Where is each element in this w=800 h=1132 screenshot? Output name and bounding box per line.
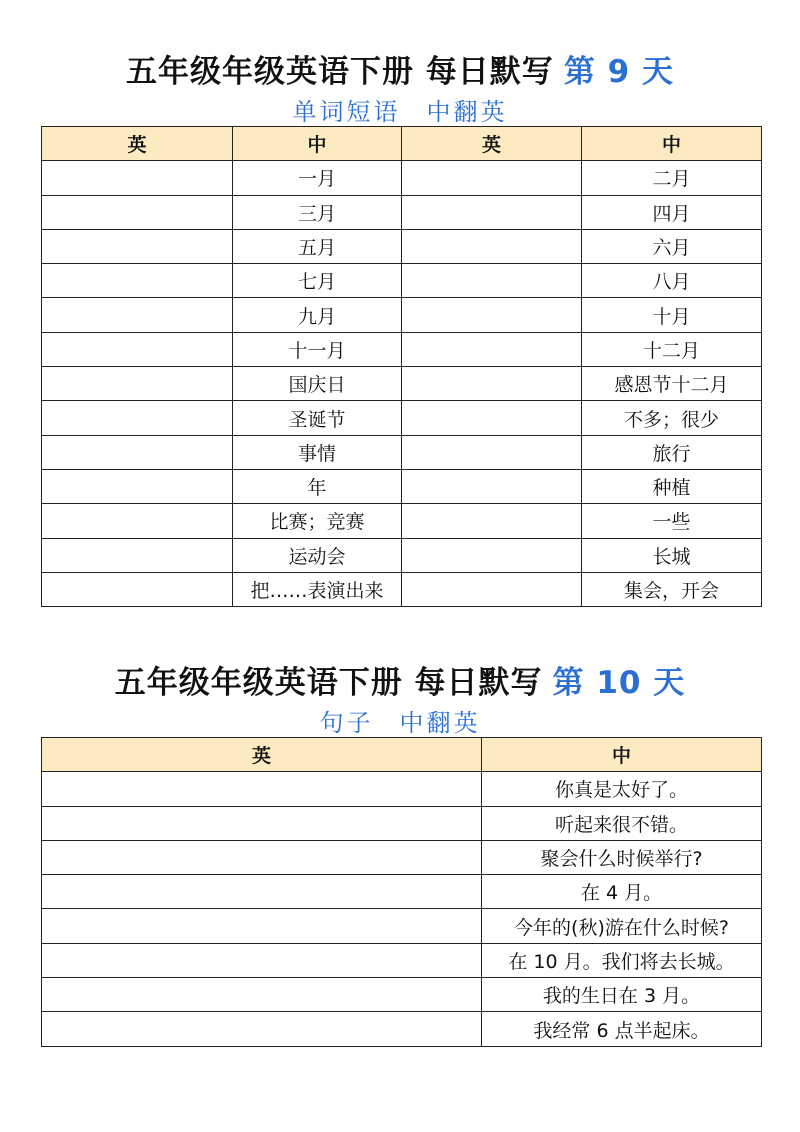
answer-cell-english[interactable] bbox=[42, 298, 233, 332]
answer-cell-english[interactable] bbox=[402, 298, 582, 332]
vocabulary-table bbox=[41, 126, 762, 607]
table-row bbox=[42, 840, 762, 874]
answer-cell-english[interactable] bbox=[402, 538, 582, 572]
cell-chinese: 我经常 6 点半起床。 bbox=[482, 1012, 762, 1046]
cell-chinese: 感恩节十二月 bbox=[582, 367, 762, 401]
table-row bbox=[42, 538, 762, 572]
cell-chinese: 十二月 bbox=[582, 332, 762, 366]
table-row bbox=[42, 469, 762, 503]
answer-cell-english[interactable] bbox=[42, 161, 233, 195]
header-chinese: 中 bbox=[233, 127, 402, 161]
cell-chinese: 圣诞节 bbox=[233, 401, 402, 435]
header-english: 英 bbox=[402, 127, 582, 161]
answer-cell-english[interactable] bbox=[402, 195, 582, 229]
answer-cell-english[interactable] bbox=[42, 909, 482, 943]
cell-chinese: 听起来很不错。 bbox=[482, 806, 762, 840]
answer-cell-english[interactable] bbox=[42, 978, 482, 1012]
answer-cell-english[interactable] bbox=[402, 401, 582, 435]
cell-chinese: 二月 bbox=[582, 161, 762, 195]
answer-cell-english[interactable] bbox=[42, 435, 233, 469]
cell-chinese: 长城 bbox=[582, 538, 762, 572]
table-row bbox=[42, 161, 762, 195]
cell-chinese: 你真是太好了。 bbox=[482, 772, 762, 806]
cell-chinese: 旅行 bbox=[582, 435, 762, 469]
answer-cell-english[interactable] bbox=[402, 572, 582, 606]
header-chinese: 中 bbox=[482, 738, 762, 772]
table-row bbox=[42, 909, 762, 943]
table-row bbox=[42, 367, 762, 401]
answer-cell-english[interactable] bbox=[402, 367, 582, 401]
title-text: 五年级年级英语下册 每日默写 bbox=[114, 665, 543, 701]
answer-cell-english[interactable] bbox=[402, 504, 582, 538]
answer-cell-english[interactable] bbox=[42, 572, 233, 606]
answer-cell-english[interactable] bbox=[402, 264, 582, 298]
cell-chinese: 在 4 月。 bbox=[482, 875, 762, 909]
cell-chinese: 十月 bbox=[582, 298, 762, 332]
table-row bbox=[42, 1012, 762, 1046]
cell-chinese: 聚会什么时候举行? bbox=[482, 840, 762, 874]
table-row bbox=[42, 504, 762, 538]
cell-chinese: 年 bbox=[233, 469, 402, 503]
header-english: 英 bbox=[42, 127, 233, 161]
table-row bbox=[42, 332, 762, 366]
answer-cell-english[interactable] bbox=[402, 161, 582, 195]
answer-cell-english[interactable] bbox=[42, 1012, 482, 1046]
cell-chinese: 国庆日 bbox=[233, 367, 402, 401]
answer-cell-english[interactable] bbox=[42, 504, 233, 538]
cell-chinese: 三月 bbox=[233, 195, 402, 229]
cell-chinese: 事情 bbox=[233, 435, 402, 469]
cell-chinese: 九月 bbox=[233, 298, 402, 332]
answer-cell-english[interactable] bbox=[42, 229, 233, 263]
title-text: 五年级年级英语下册 每日默写 bbox=[126, 54, 554, 90]
table-header-row bbox=[42, 738, 762, 772]
header-chinese: 中 bbox=[582, 127, 762, 161]
answer-cell-english[interactable] bbox=[42, 943, 482, 977]
page-title-day9 bbox=[0, 46, 800, 91]
section-subtitle-sentences bbox=[0, 703, 800, 738]
answer-cell-english[interactable] bbox=[42, 401, 233, 435]
subtitle-category: 单词短语 bbox=[292, 98, 401, 126]
table-row bbox=[42, 806, 762, 840]
table-row bbox=[42, 978, 762, 1012]
cell-chinese: 把……表演出来 bbox=[233, 572, 402, 606]
table-row bbox=[42, 195, 762, 229]
table-row bbox=[42, 229, 762, 263]
answer-cell-english[interactable] bbox=[402, 435, 582, 469]
answer-cell-english[interactable] bbox=[42, 367, 233, 401]
table-row bbox=[42, 435, 762, 469]
table-row bbox=[42, 298, 762, 332]
subtitle-direction: 中翻英 bbox=[399, 709, 481, 737]
table-row bbox=[42, 772, 762, 806]
answer-cell-english[interactable] bbox=[42, 264, 233, 298]
section-subtitle-words bbox=[0, 92, 800, 127]
table-row bbox=[42, 943, 762, 977]
cell-chinese: 今年的(秋)游在什么时候? bbox=[482, 909, 762, 943]
cell-chinese: 一些 bbox=[582, 504, 762, 538]
answer-cell-english[interactable] bbox=[42, 772, 482, 806]
header-english: 英 bbox=[42, 738, 482, 772]
cell-chinese: 不多；很少 bbox=[582, 401, 762, 435]
table-row bbox=[42, 401, 762, 435]
table-row bbox=[42, 264, 762, 298]
cell-chinese: 在 10 月。我们将去长城。 bbox=[482, 943, 762, 977]
answer-cell-english[interactable] bbox=[42, 469, 233, 503]
table-row bbox=[42, 875, 762, 909]
subtitle-direction: 中翻英 bbox=[426, 98, 508, 126]
answer-cell-english[interactable] bbox=[42, 332, 233, 366]
cell-chinese: 一月 bbox=[233, 161, 402, 195]
cell-chinese: 十一月 bbox=[233, 332, 402, 366]
cell-chinese: 四月 bbox=[582, 195, 762, 229]
cell-chinese: 六月 bbox=[582, 229, 762, 263]
answer-cell-english[interactable] bbox=[402, 332, 582, 366]
day-label: 第 10 天 bbox=[552, 665, 686, 701]
page-title-day10 bbox=[0, 657, 800, 702]
sentence-table bbox=[41, 737, 762, 1047]
cell-chinese: 五月 bbox=[233, 229, 402, 263]
cell-chinese: 七月 bbox=[233, 264, 402, 298]
answer-cell-english[interactable] bbox=[402, 469, 582, 503]
answer-cell-english[interactable] bbox=[42, 806, 482, 840]
table-row bbox=[42, 572, 762, 606]
answer-cell-english[interactable] bbox=[402, 229, 582, 263]
answer-cell-english[interactable] bbox=[42, 538, 233, 572]
cell-chinese: 种植 bbox=[582, 469, 762, 503]
subtitle-category: 句子 bbox=[319, 709, 374, 737]
answer-cell-english[interactable] bbox=[42, 840, 482, 874]
answer-cell-english[interactable] bbox=[42, 875, 482, 909]
answer-cell-english[interactable] bbox=[42, 195, 233, 229]
table-header-row bbox=[42, 127, 762, 161]
cell-chinese: 集会，开会 bbox=[582, 572, 762, 606]
cell-chinese: 比赛；竞赛 bbox=[233, 504, 402, 538]
cell-chinese: 运动会 bbox=[233, 538, 402, 572]
day-label: 第 9 天 bbox=[563, 54, 674, 90]
cell-chinese: 八月 bbox=[582, 264, 762, 298]
cell-chinese: 我的生日在 3 月。 bbox=[482, 978, 762, 1012]
